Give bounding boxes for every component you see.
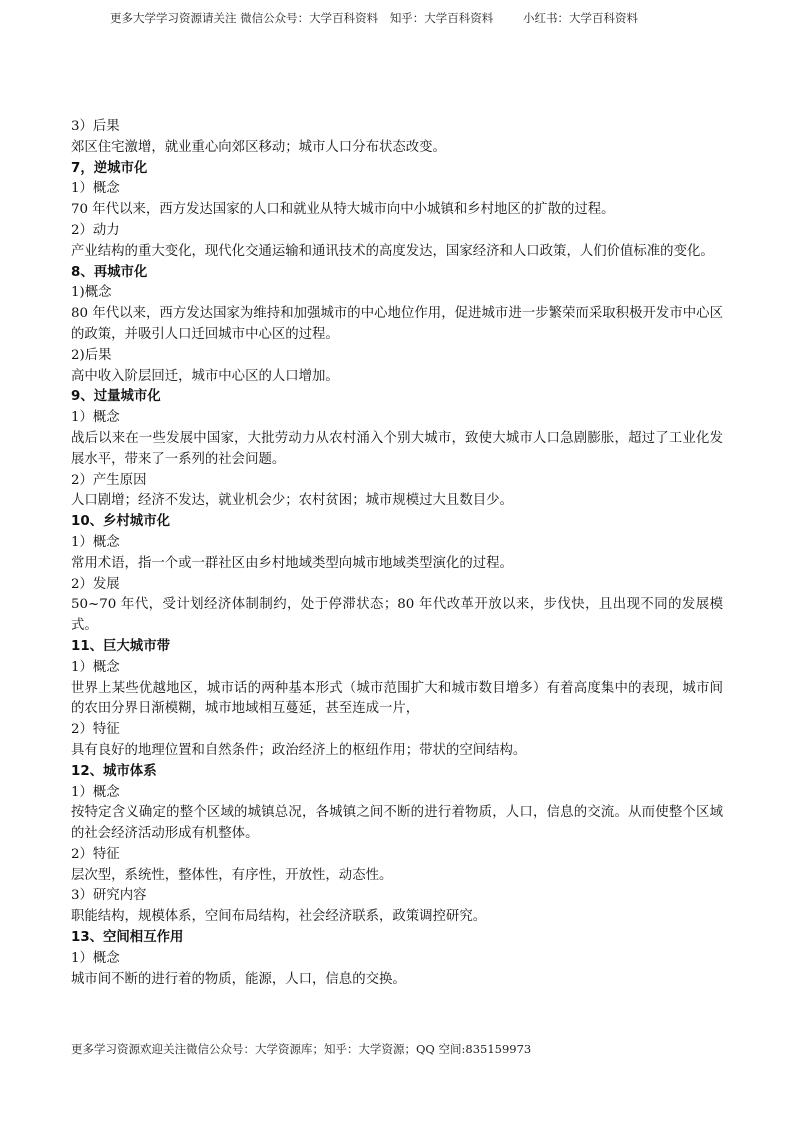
subsection-label: 2）特征	[71, 722, 120, 738]
section-heading: 11、巨大城市带	[71, 638, 170, 654]
page-footer: 更多学习资源欢迎关注微信公众号：大学资源库；知乎：大学资源；QQ 空间:835159973	[71, 1042, 532, 1056]
paragraph-text: 职能结构，规模体系，空间布局结构，社会经济联系，政策调控研究。	[71, 909, 487, 925]
section-heading: 13、空间相互作用	[71, 930, 184, 946]
page-header	[110, 10, 664, 26]
subsection-label: 3）研究内容	[71, 888, 147, 904]
subsection-label: 2）特征	[71, 846, 120, 862]
section-heading: 10、乡村城市化	[71, 514, 170, 530]
subsection-label: 2）发展	[71, 576, 120, 592]
paragraph-text: 郊区住宅激增，就业重心向郊区移动；城市人口分布状态改变。	[71, 139, 446, 155]
section-heading: 9、过量城市化	[71, 389, 161, 405]
subsection-label: 2）动力	[71, 222, 120, 238]
paragraph-text: 具有良好的地理位置和自然条件；政治经济上的枢纽作用；带状的空间结构。	[71, 742, 527, 758]
paragraph-text: 70 年代以来，西方发达国家的人口和就业从特大城市向中小城镇和乡村地区的扩散的过程。	[71, 202, 615, 218]
document-body	[71, 117, 723, 990]
paragraph-text: 城市间不断的进行着的物质，能源，人口，信息的交换。	[71, 971, 406, 987]
paragraph-text: 50~70 年代，受计划经济体制制约，处于停滞状态；80 年代改革开放以来，步伐快，且出现不同的发展模式。	[71, 597, 723, 634]
paragraph-text: 高中收入阶层回迁，城市中心区的人口增加。	[71, 368, 339, 384]
subsection-label: 2）产生原因	[71, 472, 147, 488]
header-xiaohongshu-note: 小红书：大学百科资料	[522, 11, 638, 25]
paragraph-text: 层次型，系统性，整体性，有序性，开放性，动态性。	[71, 867, 393, 883]
header-zhihu-note: 知乎：大学百科资料	[389, 11, 494, 25]
subsection-label: 1）概念	[71, 659, 120, 675]
section-heading: 8、再城市化	[71, 264, 148, 280]
subsection-label: 1)概念	[71, 285, 112, 301]
section-heading: 7，逆城市化	[71, 160, 148, 176]
subsection-label: 3）后果	[71, 119, 120, 134]
subsection-label: 2)后果	[71, 347, 112, 363]
paragraph-text: 按特定含义确定的整个区域的城镇总况，各城镇之间不断的进行着物质，人口，信息的交流。从而使整个区域的社会经济活动形成有机整体。	[71, 805, 723, 842]
paragraph-text: 常用术语，指一个或一群社区由乡村地域类型向城市地域类型演化的过程。	[71, 555, 513, 571]
header-wechat-note: 更多大学学习资源请关注 微信公众号：大学百科资料	[110, 11, 379, 25]
paragraph-text: 80 年代以来，西方发达国家为维持和加强城市的中心地位作用，促进城市进一步繁荣而采取积极开发市中心区的政策，并吸引人口迁回城市中心区的过程。	[71, 306, 723, 342]
subsection-label: 1）概念	[71, 950, 120, 966]
paragraph-text: 产业结构的重大变化，现代化交通运输和通讯技术的高度发达，国家经济和人口政策，人们价值标准的变化。	[71, 243, 714, 259]
subsection-label: 1）概念	[71, 181, 120, 197]
paragraph-text: 世界上某些优越地区，城市话的两种基本形式（城市范围扩大和城市数目增多）有着高度集中的表现，城市间的农田分界日渐模糊，城市地域相互蔓延，甚至连成一片，	[71, 680, 723, 717]
subsection-label: 1）概念	[71, 410, 120, 426]
subsection-label: 1）概念	[71, 534, 120, 550]
paragraph-text: 人口剧增；经济不发达，就业机会少；农村贫困；城市规模过大且数目少。	[71, 493, 513, 509]
paragraph-text: 战后以来在一些发展中国家，大批劳动力从农村涌入个别大城市，致使大城市人口急剧膨胀，超过了工业化发展水平，带来了一系列的社会问题。	[71, 430, 723, 467]
section-heading: 12、城市体系	[71, 763, 157, 779]
subsection-label: 1）概念	[71, 784, 120, 800]
